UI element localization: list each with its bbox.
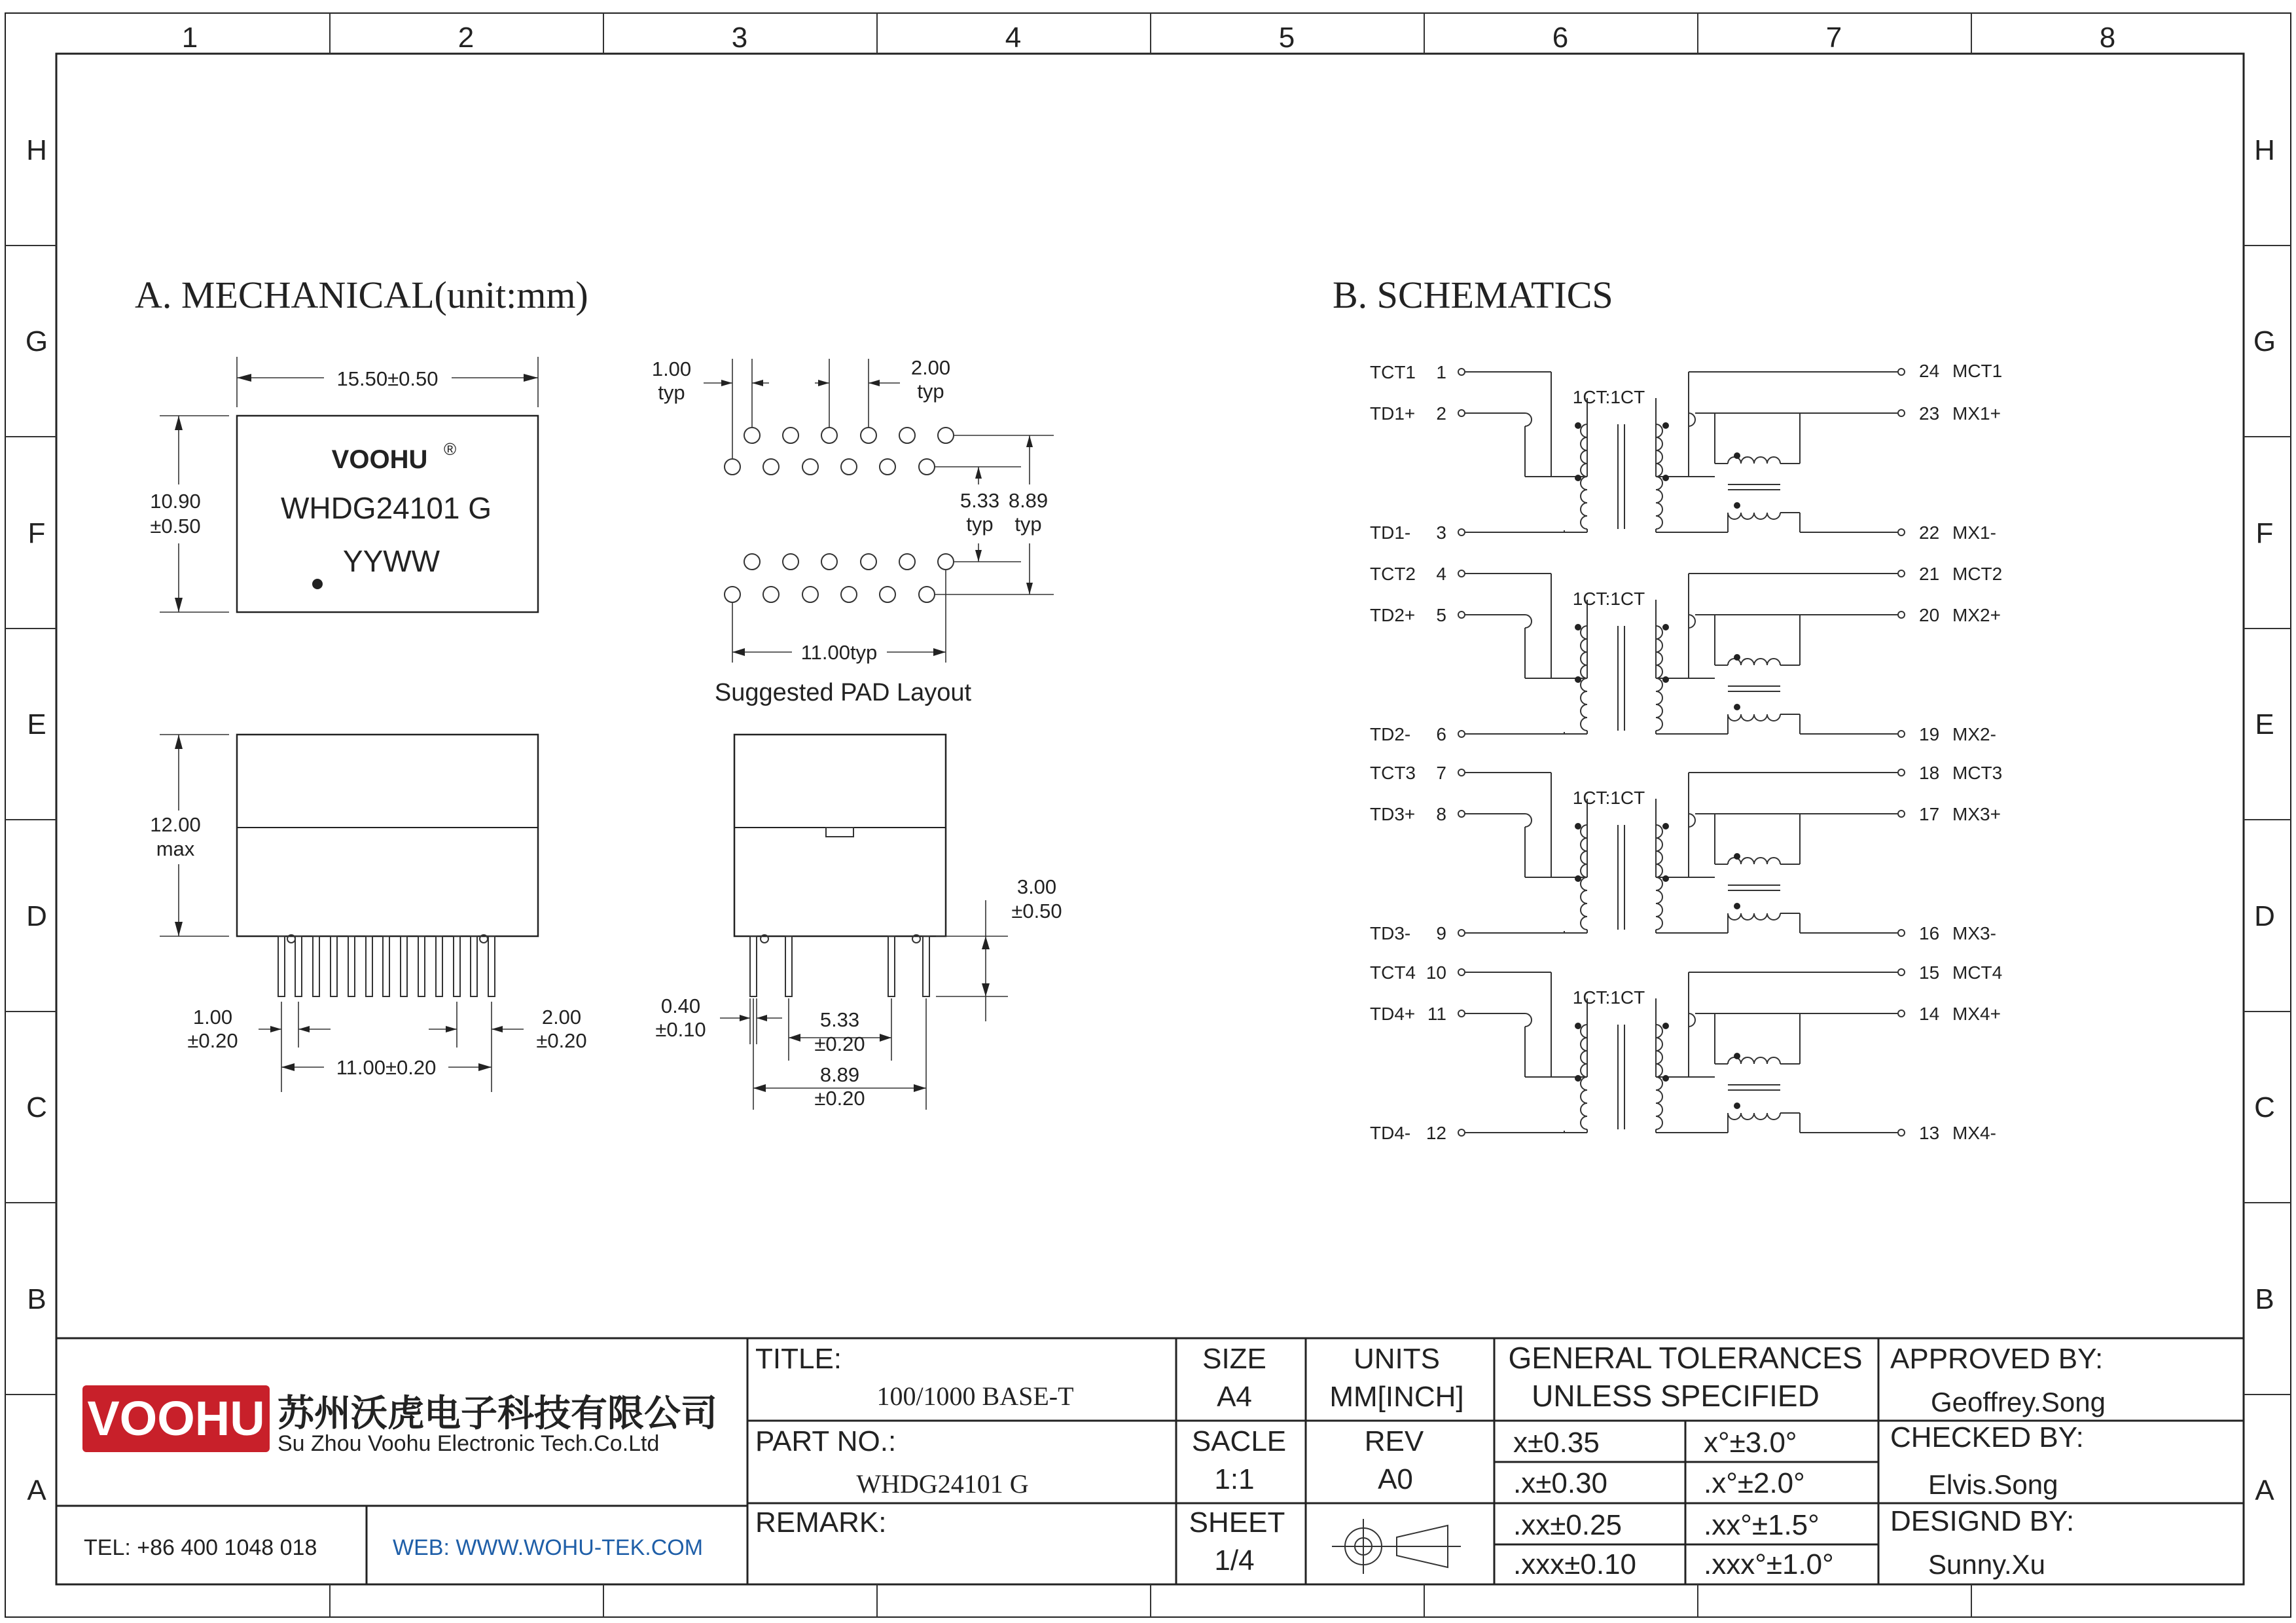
end-rowa-2: ±0.20 (814, 1032, 865, 1055)
top-view-registered: ® (444, 439, 457, 459)
row-g-left: G (25, 325, 48, 357)
side-pitch-left-2: ±0.20 (187, 1029, 238, 1052)
pad-rowdim-a-2: typ (966, 513, 994, 536)
ch3-right-1-name: MX3+ (1952, 804, 2001, 824)
remark-label: REMARK: (755, 1506, 887, 1539)
pad-caption: Suggested PAD Layout (714, 679, 972, 706)
ch3-left-0-pin: 7 (1436, 763, 1446, 783)
rev-label: REV (1364, 1425, 1424, 1457)
pad-rowpitch-1: 2.00 (910, 356, 951, 379)
end-leaddia-1: 0.40 (660, 994, 701, 1017)
sheet-value: 1/4 (1214, 1544, 1255, 1577)
row-b-left: B (27, 1283, 46, 1315)
row-d-left: D (26, 900, 47, 932)
row-f-right: F (2255, 517, 2274, 549)
size-value: A4 (1217, 1381, 1252, 1413)
schematics-heading: B. SCHEMATICS (1333, 274, 1613, 316)
side-span: 11.00±0.20 (336, 1056, 437, 1079)
ch2-left-0-name: TCT2 (1370, 564, 1416, 584)
pad-rowpitch-2: typ (917, 380, 944, 403)
tol-3-angle: .xxx°±1.0° (1704, 1548, 1834, 1580)
ch1-left-0-pin: 1 (1436, 362, 1446, 382)
col-4: 4 (1005, 22, 1022, 54)
end-leadlen-2: ±0.50 (1011, 900, 1062, 922)
rev-value: A0 (1378, 1463, 1413, 1495)
designed-value: Sunny.Xu (1928, 1549, 2046, 1580)
approved-value: Geoffrey.Song (1931, 1387, 2106, 1417)
end-rowb-1: 8.89 (819, 1063, 860, 1086)
end-leaddia-2: ±0.10 (655, 1018, 706, 1041)
ch4-left-1-pin: 11 (1427, 1004, 1446, 1024)
frame (5, 13, 2291, 1617)
checked-value: Elvis.Song (1928, 1469, 2058, 1500)
top-view-height-dim-2: ±0.50 (150, 515, 201, 538)
pad-rowdim-b-1: 8.89 (1008, 489, 1049, 512)
ch2-right-0-pin: 21 (1919, 564, 1940, 584)
ch3-right-2-name: MX3- (1952, 923, 1996, 943)
ch2-left-2-name: TD2- (1370, 724, 1411, 744)
side-view-height-2: max (156, 837, 195, 860)
row-a-left: A (27, 1474, 46, 1506)
top-view-part: WHDG24101 G (280, 491, 492, 525)
col-5: 5 (1278, 22, 1295, 54)
row-f-left: F (27, 517, 46, 549)
side-pitch-right-1: 2.00 (541, 1006, 582, 1029)
ch1-right-1-name: MX1+ (1952, 403, 2001, 424)
ch2-left-2-pin: 6 (1436, 724, 1446, 744)
row-d-right: D (2254, 900, 2275, 932)
projection-symbol (1332, 1519, 1461, 1574)
mechanical-heading: A. MECHANICAL(unit:mm) (135, 274, 588, 316)
pad-layout (652, 356, 1054, 706)
row-b-right: B (2255, 1283, 2274, 1315)
units-label: UNITS (1354, 1343, 1440, 1375)
company-en: Su Zhou Voohu Electronic Tech.Co.Ltd (278, 1431, 660, 1456)
top-view (150, 357, 538, 612)
ch1-left-0-name: TCT1 (1370, 362, 1416, 382)
web-link[interactable]: WEB: WWW.WOHU-TEK.COM (393, 1535, 704, 1560)
end-rowa-1: 5.33 (819, 1008, 860, 1031)
ch3-right-2-pin: 16 (1919, 923, 1940, 943)
ch4-right-2-pin: 13 (1919, 1123, 1940, 1143)
ch2-left-1-name: TD2+ (1370, 605, 1416, 625)
ratio-3: 1CT:1CT (1572, 788, 1645, 808)
voohu-logo-text: VOOHU (87, 1391, 265, 1446)
col-6: 6 (1552, 22, 1569, 54)
ch1-left-1-pin: 2 (1436, 403, 1446, 424)
ch3-left-2-pin: 9 (1436, 923, 1446, 943)
units-value: MM[INCH] (1329, 1381, 1464, 1413)
title-label: TITLE: (755, 1343, 842, 1375)
top-view-height-dim-1: 10.90 (150, 490, 201, 513)
ch1-right-2-pin: 22 (1919, 522, 1940, 543)
part-label: PART NO.: (755, 1425, 897, 1457)
pad-span: 11.00typ (800, 641, 878, 664)
pad-pitch-1: 1.00 (651, 357, 692, 380)
ch3-left-0-name: TCT3 (1370, 763, 1416, 783)
ch1-left-1-name: TD1+ (1370, 403, 1416, 424)
side-pitch-right-2: ±0.20 (536, 1029, 587, 1052)
row-e-right: E (2255, 708, 2274, 740)
part-value: WHDG24101 G (856, 1469, 1029, 1499)
top-view-brand: VOOHU (331, 445, 428, 474)
ratio-1: 1CT:1CT (1572, 387, 1645, 407)
row-h-right: H (2254, 134, 2275, 166)
ch1-right-1-pin: 23 (1919, 403, 1940, 424)
title-value: 100/1000 BASE-T (876, 1381, 1074, 1411)
end-rowb-2: ±0.20 (814, 1087, 865, 1110)
title-block (56, 1338, 2244, 1584)
company-cn: 苏州沃虎电子科技有限公司 (278, 1393, 717, 1434)
tol-3-linear: .xxx±0.10 (1513, 1548, 1637, 1580)
side-view-height-1: 12.00 (150, 813, 201, 836)
ch2-right-1-name: MX2+ (1952, 605, 2001, 625)
ch2-left-0-pin: 4 (1436, 564, 1446, 584)
ch2-right-2-pin: 19 (1919, 724, 1940, 744)
top-view-width-dim: 15.50±0.50 (336, 367, 439, 390)
ratio-2: 1CT:1CT (1572, 589, 1645, 609)
ch4-left-2-pin: 12 (1426, 1123, 1446, 1143)
ch1-left-2-pin: 3 (1436, 522, 1446, 543)
ch3-left-1-pin: 8 (1436, 804, 1446, 824)
row-c-right: C (2254, 1091, 2275, 1123)
ch3-left-1-name: TD3+ (1370, 804, 1416, 824)
ch2-right-0-name: MCT2 (1952, 564, 2003, 584)
ch4-right-2-name: MX4- (1952, 1123, 1996, 1143)
pin1-dot (312, 579, 323, 589)
checked-label: CHECKED BY: (1890, 1421, 2084, 1453)
schematic-channels (1458, 369, 1905, 1136)
ch3-right-0-name: MCT3 (1952, 763, 2003, 783)
top-view-datecode: YYWW (342, 544, 440, 578)
ch1-right-0-pin: 24 (1919, 361, 1940, 381)
ch4-right-0-pin: 15 (1919, 962, 1940, 983)
tel: TEL: +86 400 1048 018 (84, 1535, 317, 1560)
col-7: 7 (1825, 22, 1842, 54)
col-1: 1 (181, 22, 198, 54)
ch3-right-0-pin: 18 (1919, 763, 1940, 783)
ch2-right-1-pin: 20 (1919, 605, 1940, 625)
row-h-left: H (26, 134, 47, 166)
col-3: 3 (731, 22, 748, 54)
row-a-right: A (2255, 1474, 2274, 1506)
tol-0-linear: x±0.35 (1513, 1427, 1600, 1459)
ch1-left-2-name: TD1- (1370, 522, 1411, 543)
side-view (150, 735, 586, 1092)
ch2-right-2-name: MX2- (1952, 724, 1996, 744)
pad-rowdim-a-1: 5.33 (960, 489, 1000, 512)
tol-heading-2: UNLESS SPECIFIED (1532, 1379, 1820, 1413)
size-label: SIZE (1202, 1343, 1266, 1375)
tol-1-linear: .x±0.30 (1513, 1467, 1608, 1499)
row-e-left: E (27, 708, 46, 740)
ch4-left-0-name: TCT4 (1370, 962, 1416, 983)
col-8: 8 (2099, 22, 2116, 54)
side-pitch-left-1: 1.00 (192, 1006, 233, 1029)
ch1-right-0-name: MCT1 (1952, 361, 2003, 381)
row-c-left: C (26, 1091, 47, 1123)
ch4-right-1-name: MX4+ (1952, 1004, 2001, 1024)
tol-2-linear: .xx±0.25 (1513, 1509, 1623, 1541)
ch4-left-2-name: TD4- (1370, 1123, 1411, 1143)
col-2: 2 (457, 22, 475, 54)
approved-label: APPROVED BY: (1890, 1343, 2104, 1375)
scale-label: SACLE (1191, 1425, 1287, 1457)
end-leadlen-1: 3.00 (1016, 875, 1057, 898)
ratio-4: 1CT:1CT (1572, 987, 1645, 1008)
ch4-left-1-name: TD4+ (1370, 1004, 1416, 1024)
pad-rowdim-b-2: typ (1014, 513, 1042, 536)
tol-heading-1: GENERAL TOLERANCES (1508, 1341, 1863, 1375)
designed-label: DESIGND BY: (1890, 1505, 2075, 1537)
tol-0-angle: x°±3.0° (1704, 1427, 1797, 1459)
ch3-right-1-pin: 17 (1919, 804, 1940, 824)
ch4-left-0-pin: 10 (1426, 962, 1446, 983)
sheet-label: SHEET (1189, 1506, 1285, 1539)
ch3-left-2-name: TD3- (1370, 923, 1411, 943)
ch4-right-0-name: MCT4 (1952, 962, 2003, 983)
ch2-left-1-pin: 5 (1436, 605, 1446, 625)
ch1-right-2-name: MX1- (1952, 522, 1996, 543)
tol-2-angle: .xx°±1.5° (1704, 1509, 1820, 1541)
ch4-right-1-pin: 14 (1919, 1004, 1940, 1024)
scale-value: 1:1 (1214, 1463, 1255, 1495)
pad-pitch-2: typ (658, 381, 685, 404)
end-view (655, 735, 1062, 1110)
row-g-right: G (2253, 325, 2276, 357)
tol-1-angle: .x°±2.0° (1704, 1467, 1805, 1499)
